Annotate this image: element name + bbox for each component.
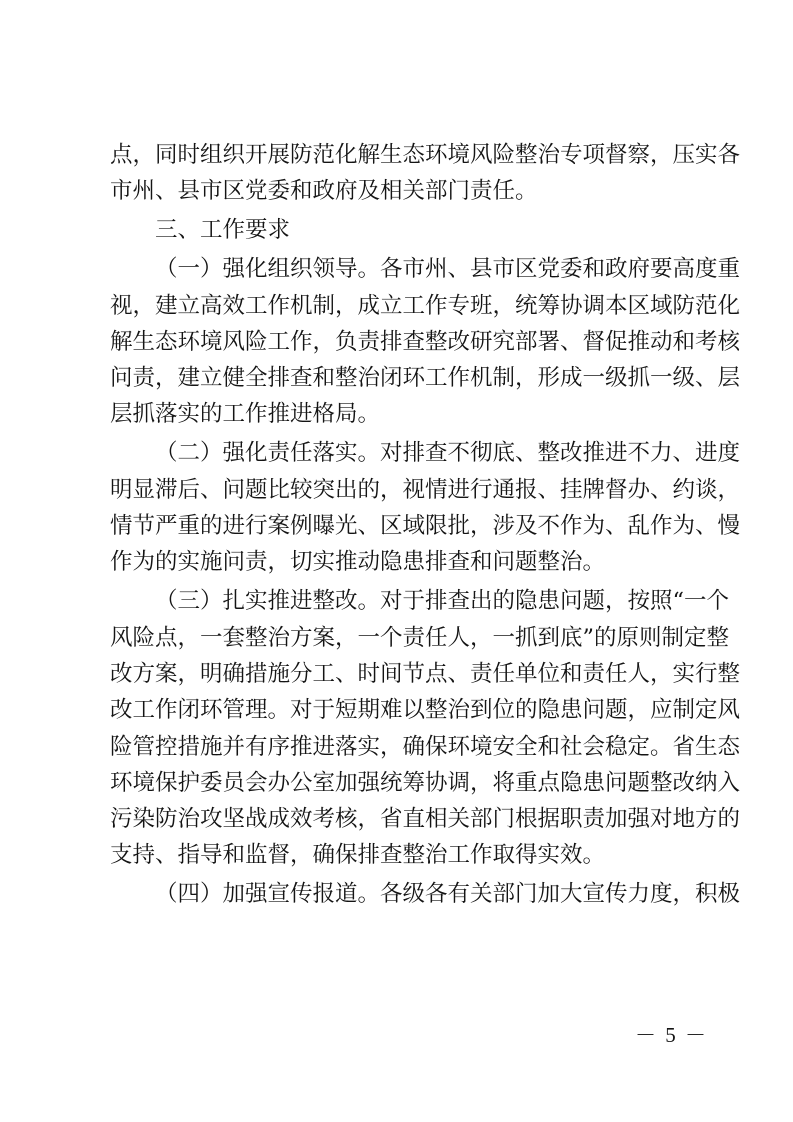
text-line: 情节严重的进行案例曝光、区域限批，涉及不作为、乱作为、慢 [110,513,741,540]
paragraph [110,435,741,580]
text-line: 点，同时组织开展防范化解生态环境风险整治专项督察，压实各 [110,142,741,168]
body-text [110,137,741,913]
text-line: 解生态环境风险工作，负责排查整改研究部署、督促推动和考核 [110,328,741,355]
paragraph [110,583,741,873]
text-line: 改方案，明确措施分工、时间节点、责任单位和责任人，实行整 [110,660,741,687]
text-line: 改工作闭环管理。对于短期难以整治到位的隐患问题，应制定风 [110,697,741,724]
page-number: － 5 － [635,1023,708,1047]
text-line: 环境保护委员会办公室加强统筹协调，将重点隐患问题整改纳入 [110,769,741,796]
text-line: （三）扎实推进整改。对于排查出的隐患问题，按照“一个 [155,588,730,615]
text-line: 支持、指导和监督，确保排查整治工作取得实效。 [110,842,606,869]
paragraph [110,137,741,210]
text-line: 险管控措施并有序推进落实，确保环境安全和社会稳定。省生态 [110,733,741,760]
text-line: 层抓落实的工作推进格局。 [110,401,381,428]
text-line: 作为的实施问责，切实推动隐患排查和问题整治。 [110,549,606,576]
text-line: （一）强化组织领导。各市州、县市区党委和政府要高度重 [155,256,741,283]
paragraph [110,251,741,432]
paragraph [110,876,741,912]
text-line: （四）加强宣传报道。各级各有关部门加大宣传力度，积极 [155,881,741,908]
text-line: （二）强化责任落实。对排查不彻底、整改推进不力、进度 [155,440,741,467]
text-line: 明显滞后、问题比较突出的，视情进行通报、挂牌督办、约谈， [110,476,741,503]
text-line: 污染防治攻坚战成效考核，省直相关部门根据职责加强对地方的 [110,806,741,833]
text-line: 视，建立高效工作机制，成立工作专班，统筹协调本区域防范化 [110,292,741,319]
text-line: 市州、县市区党委和政府及相关部门责任。 [110,178,538,205]
text-line: 问责，建立健全排查和整治闭环工作机制，形成一级抓一级、层 [110,365,741,392]
text-line: 三、工作要求 [155,217,291,244]
section-heading [110,212,710,248]
text-line: 风险点，一套整治方案，一个责任人，一抓到底”的原则制定整 [110,624,730,651]
